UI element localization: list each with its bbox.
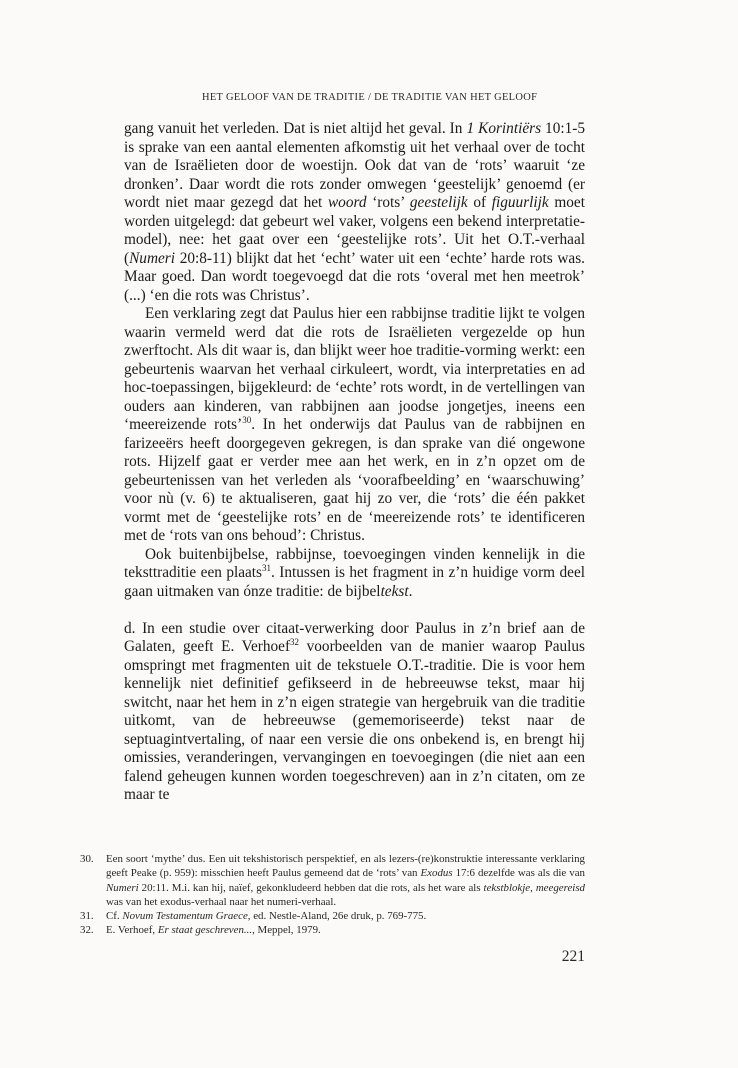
italic-text: Numeri bbox=[106, 881, 139, 894]
text-run: voorbeelden van de manier waarop Paulus omspringt met fragmenten uit de tekstuele O.T.-traditie. Die is voor hem kennelijk niet definitief gefikseerd in de hebreeuwse tekst, maar hij switcht, naar het hem in z’n eigen strategie van hergebruik van die traditie uitkomt, van de hebreeuwse (gememoriseerde) tekst naar de septuagintvertaling, of naar een versie die ons onbekend is, en brengt hij omissies, veranderingen, vervangingen en toevoegingen (die niet aan een falend geheugen kunnen worden toegeschreven) aan in z’n citaten, om ze maar te bbox=[124, 638, 585, 803]
text-run: d. In een studie over citaat-verwerking door Paulus in z’n brief aan de Galaten, geeft E. Verhoef bbox=[124, 619, 585, 655]
italic-text: woord bbox=[327, 194, 367, 211]
text-run: . Intussen is het fragment in z’n huidige vorm deel gaan uitmaken van ónze traditie: de bijbel bbox=[124, 564, 585, 600]
text-run: 17:6 dezelfde was als die van bbox=[452, 867, 585, 880]
footnote-number: 31. bbox=[80, 910, 94, 923]
footnote-ref[interactable]: 31 bbox=[262, 562, 272, 573]
text-run: , ed. Nestle-Aland, 26e druk, p. 769-775. bbox=[247, 910, 427, 923]
text-run: of bbox=[467, 194, 492, 211]
footnote bbox=[80, 923, 585, 937]
footnote-text bbox=[106, 852, 585, 909]
italic-text: 1 Korintiërs bbox=[466, 120, 542, 137]
text-run: Cf. bbox=[106, 910, 123, 923]
paragraph bbox=[124, 120, 585, 305]
italic-text: figuurlijk bbox=[491, 194, 549, 211]
text-run: , Meppel, 1979. bbox=[252, 924, 321, 937]
footnote-text bbox=[106, 909, 585, 923]
text-run: . bbox=[408, 582, 413, 600]
text-run: Een soort ‘mythe’ dus. Een uit tekshistorisch perspektief, en als lezers-(re)konstruktie interessante verklaring geeft Peake (p. 959): misschien heeft Paulus gemeend dat de ‘rots’ van bbox=[106, 853, 585, 880]
italic-text: tekstblokje, meegereisd bbox=[483, 881, 586, 894]
footnote bbox=[80, 909, 585, 923]
paragraph bbox=[124, 620, 585, 805]
body-text bbox=[124, 120, 585, 805]
footnote-ref[interactable]: 30 bbox=[242, 414, 252, 425]
text-run: E. Verhoef, bbox=[106, 924, 158, 937]
page-number: 221 bbox=[561, 948, 585, 965]
text-run: gang vanuit het verleden. Dat is niet altijd het geval. In bbox=[124, 120, 467, 137]
footnote bbox=[80, 852, 585, 909]
text-run: 20:8-11) blijkt dat het ‘echt’ water uit een ‘echte’ harde rots was. Maar goed. Dan wordt toegevoegd dat die rots ‘overal met hen meetrok’ (...) ‘en die rots was Christus’. bbox=[124, 249, 585, 304]
text-run: . In het onderwijs dat Paulus van de rabbijnen en farizeeërs heeft doorgegeven gekregen, is dan sprake van dié ongewone rots. Hijzelf gaat er verder mee aan het werk, en in z’n opzet om de gebeurtenissen van het verleden als ‘voorafbeelding’ en ‘waarschuwing’ voor nù (v. 6) te aktualiseren, gaat hij zo ver, die ‘rots’ die één pakket vormt met de ‘geestelijke rots’ en de ‘meereizende rots’ te identificeren met de ‘rots van ons behoud’: Christus. bbox=[124, 416, 586, 544]
footnote-number: 30. bbox=[80, 853, 94, 865]
text-run: moet worden uitgelegd: dat gebeurt wel vaker, volgens een bekend interpretatie-model), nee: het gaat over een ‘geestelijke rots’. Uit het O.T.-verhaal ( bbox=[124, 194, 585, 267]
text-run: Ook buitenbijbelse, rabbijnse, toevoegingen vinden kennelijk in die teksttraditie een plaats bbox=[124, 545, 585, 581]
italic-text: Exodus bbox=[420, 867, 453, 880]
text-run: was van het exodus-verhaal naar het numeri-verhaal. bbox=[106, 895, 337, 908]
italic-text: Novum Testamentum Graece bbox=[122, 910, 248, 923]
text-run: 20:11. M.i. kan hij, naïef, gekonkludeerd hebben dat die rots, als het ware als bbox=[138, 881, 484, 894]
text-run: ‘rots’ bbox=[366, 194, 410, 211]
italic-text: tekst bbox=[380, 582, 409, 600]
text-run: 10:1-5 is sprake van een aantal elementen afkomstig uit het verhaal over de tocht van de Israëlieten door de woestijn. Ook dat van de ‘rots’ waaruit ‘ze dronken’. Daar wordt die rots zonder omwegen ‘geestelijk’ genoemd (er wordt niet maar gezegd dat het bbox=[124, 120, 585, 211]
footnote-number: 32. bbox=[80, 924, 94, 937]
italic-text: Numeri bbox=[129, 249, 176, 267]
text-run: Een verklaring zegt dat Paulus hier een rabbijnse traditie lijkt te volgen waarin vermeld werd dat die rots de Israëlieten vergezelde op hun zwerftocht. Als dit waar is, dan blijkt weer hoe traditie-vorming werkt: een gebeurtenis waarvan het verhaal cirkuleert, wordt, via interpretaties en ad hoc-toepassingen, bijgekleurd: de ‘echte’ rots wordt, in de vertellingen van ouders aan kinderen, van rabbijnen aan joodse jongetjes, ineens een ‘meereizende rots’ bbox=[124, 305, 585, 433]
footnote-ref[interactable]: 32 bbox=[290, 636, 300, 647]
paragraph bbox=[124, 546, 585, 602]
running-header: HET GELOOF VAN DE TRADITIE / DE TRADITIE VAN HET GELOOF bbox=[202, 92, 538, 103]
paragraph bbox=[124, 305, 585, 546]
footnotes bbox=[80, 852, 585, 938]
italic-text: Er staat geschreven... bbox=[157, 924, 253, 937]
footnote-text bbox=[106, 923, 585, 937]
italic-text: geestelijk bbox=[409, 194, 468, 211]
